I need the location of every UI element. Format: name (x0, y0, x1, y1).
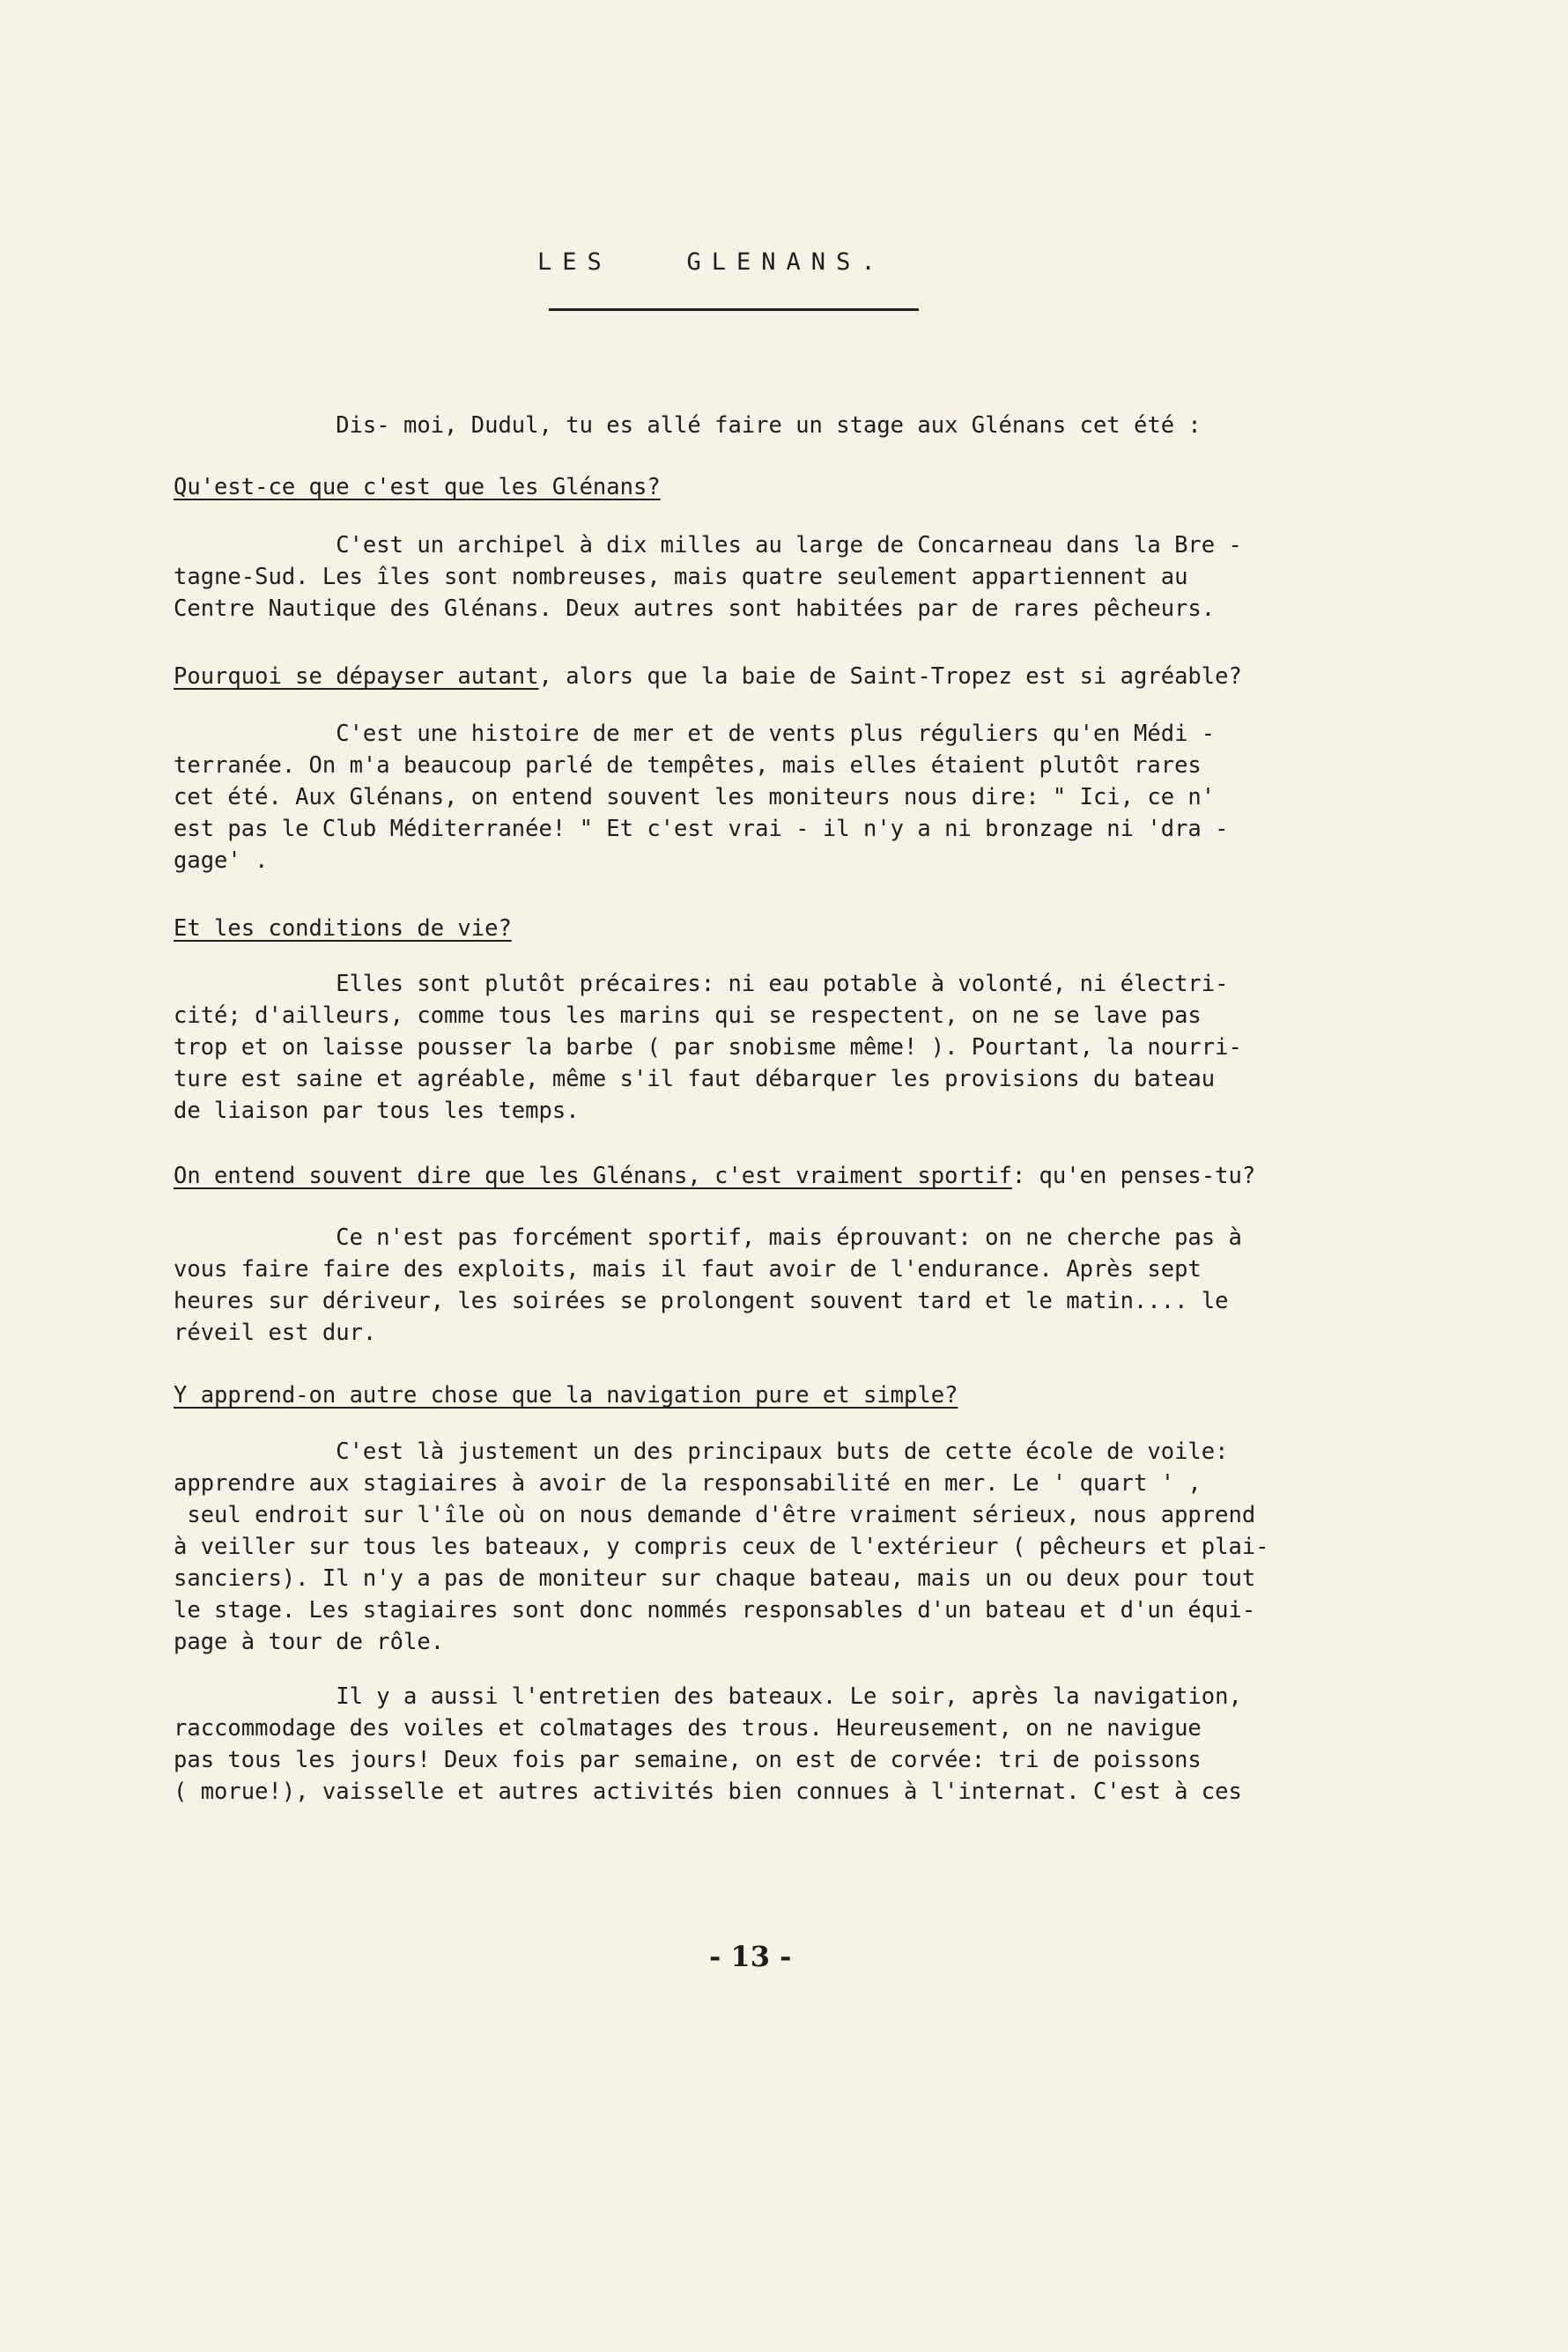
text-line (174, 1563, 1255, 1594)
question-text: Pourquoi se dépayser autant (174, 663, 539, 690)
line-text: raccommodage des voiles et colmatages des trous. Heureusement, on ne navigue (174, 1715, 1202, 1742)
text-line (174, 561, 1187, 593)
line-text: heures sur dériveur, les soirées se prolongent souvent tard et le matin.... le (174, 1288, 1229, 1314)
text-line (174, 593, 1215, 625)
text-line (174, 845, 268, 876)
question-line (174, 1160, 1255, 1192)
text-line (174, 968, 1228, 1000)
line-text: seul endroit sur l'île où on nous demande d'être vraiment sérieux, nous apprend (174, 1502, 1256, 1528)
text-line (174, 1594, 1255, 1626)
question-text: Et les conditions de vie? (174, 915, 512, 942)
line-text: trop et on laisse pousser la barbe ( par snobisme même! ). Pourtant, la nourri- (174, 1034, 1242, 1061)
line-text: de liaison par tous les temps. (174, 1098, 580, 1124)
line-text: C'est un archipel à dix milles au large de Concarneau dans la Bre - (174, 532, 1242, 558)
text-line (174, 750, 1202, 781)
question-line (174, 1379, 958, 1411)
text-line (174, 1681, 1242, 1712)
line-text: tagne-Sud. Les îles sont nombreuses, mais quatre seulement appartiennent au (174, 564, 1188, 590)
line-text: Il y a aussi l'entretien des bateaux. Le soir, après la navigation, (174, 1683, 1242, 1710)
page-title: LES GLENANS. (537, 248, 886, 276)
line-text: C'est là justement un des principaux buts de cette école de voile: (174, 1439, 1229, 1465)
line-text: Dis- moi, Dudul, tu es allé faire un stage aux Glénans cet été : (174, 412, 1202, 439)
text-line (174, 813, 1228, 845)
line-text: gage' . (174, 847, 269, 874)
question-text: Qu'est-ce que c'est que les Glénans? (174, 474, 661, 500)
title-underline (549, 308, 919, 311)
text-line (174, 1626, 444, 1658)
line-text: terranée. On m'a beaucoup parlé de tempêtes, mais elles étaient plutôt rares (174, 752, 1202, 779)
text-line (174, 1285, 1228, 1317)
line-text: cet été. Aux Glénans, on entend souvent les moniteurs nous dire: " Ici, ce n' (174, 784, 1216, 810)
text-line (174, 529, 1242, 561)
line-text-continuation: : qu'en penses-tu? (1011, 1163, 1256, 1189)
line-text: pas tous les jours! Deux fois par semaine, on est de corvée: tri de poissons (174, 1747, 1202, 1773)
text-line (174, 1317, 376, 1349)
text-line (174, 1744, 1202, 1776)
text-line (174, 1095, 580, 1127)
page-number: - 13 - (709, 1940, 792, 1973)
question-line (174, 913, 512, 944)
line-text: Elles sont plutôt précaires: ni eau potable à volonté, ni électri- (174, 971, 1229, 997)
text-line (174, 1063, 1215, 1095)
question-line (174, 471, 661, 503)
text-line (174, 410, 1202, 441)
line-text-continuation: , alors que la baie de Saint-Tropez est si agréable? (538, 663, 1242, 690)
line-text: ( morue!), vaisselle et autres activités bien connues à l'internat. C'est à ces (174, 1779, 1242, 1805)
question-text: On entend souvent dire que les Glénans, c'est vraiment sportif (174, 1163, 1012, 1189)
line-text: apprendre aux stagiaires à avoir de la responsabilité en mer. Le ' quart ' , (174, 1470, 1202, 1497)
line-text: Ce n'est pas forcément sportif, mais éprouvant: on ne cherche pas à (174, 1224, 1242, 1251)
text-line (174, 1000, 1202, 1032)
text-line (174, 718, 1215, 750)
text-line (174, 781, 1215, 813)
text-line (174, 1531, 1269, 1563)
line-text: le stage. Les stagiaires sont donc nommés responsables d'un bateau et d'un équi- (174, 1597, 1256, 1623)
line-text: sanciers). Il n'y a pas de moniteur sur chaque bateau, mais un ou deux pour tout (174, 1565, 1256, 1592)
text-line (174, 1222, 1242, 1254)
line-text: ture est saine et agréable, même s'il faut débarquer les provisions du bateau (174, 1066, 1216, 1092)
line-text: Centre Nautique des Glénans. Deux autres sont habitées par de rares pêcheurs. (174, 595, 1216, 622)
text-line (174, 1436, 1228, 1468)
line-text: vous faire faire des exploits, mais il faut avoir de l'endurance. Après sept (174, 1256, 1202, 1283)
line-text: cité; d'ailleurs, comme tous les marins qui se respectent, on ne se lave pas (174, 1002, 1202, 1029)
line-text: à veiller sur tous les bateaux, y compris ceux de l'extérieur ( pêcheurs et plai- (174, 1534, 1269, 1560)
line-text: page à tour de rôle. (174, 1629, 445, 1655)
text-line (174, 1499, 1255, 1531)
line-text: réveil est dur. (174, 1320, 377, 1346)
question-text: Y apprend-on autre chose que la navigation pure et simple? (174, 1382, 958, 1409)
text-line (174, 1468, 1202, 1499)
text-line (174, 1032, 1242, 1063)
line-text: C'est une histoire de mer et de vents plus réguliers qu'en Médi - (174, 721, 1216, 747)
question-line (174, 661, 1242, 692)
line-text: est pas le Club Méditerranée! " Et c'est vrai - il n'y a ni bronzage ni 'dra - (174, 816, 1229, 842)
text-line (174, 1712, 1202, 1744)
text-line (174, 1776, 1242, 1808)
text-line (174, 1254, 1202, 1285)
